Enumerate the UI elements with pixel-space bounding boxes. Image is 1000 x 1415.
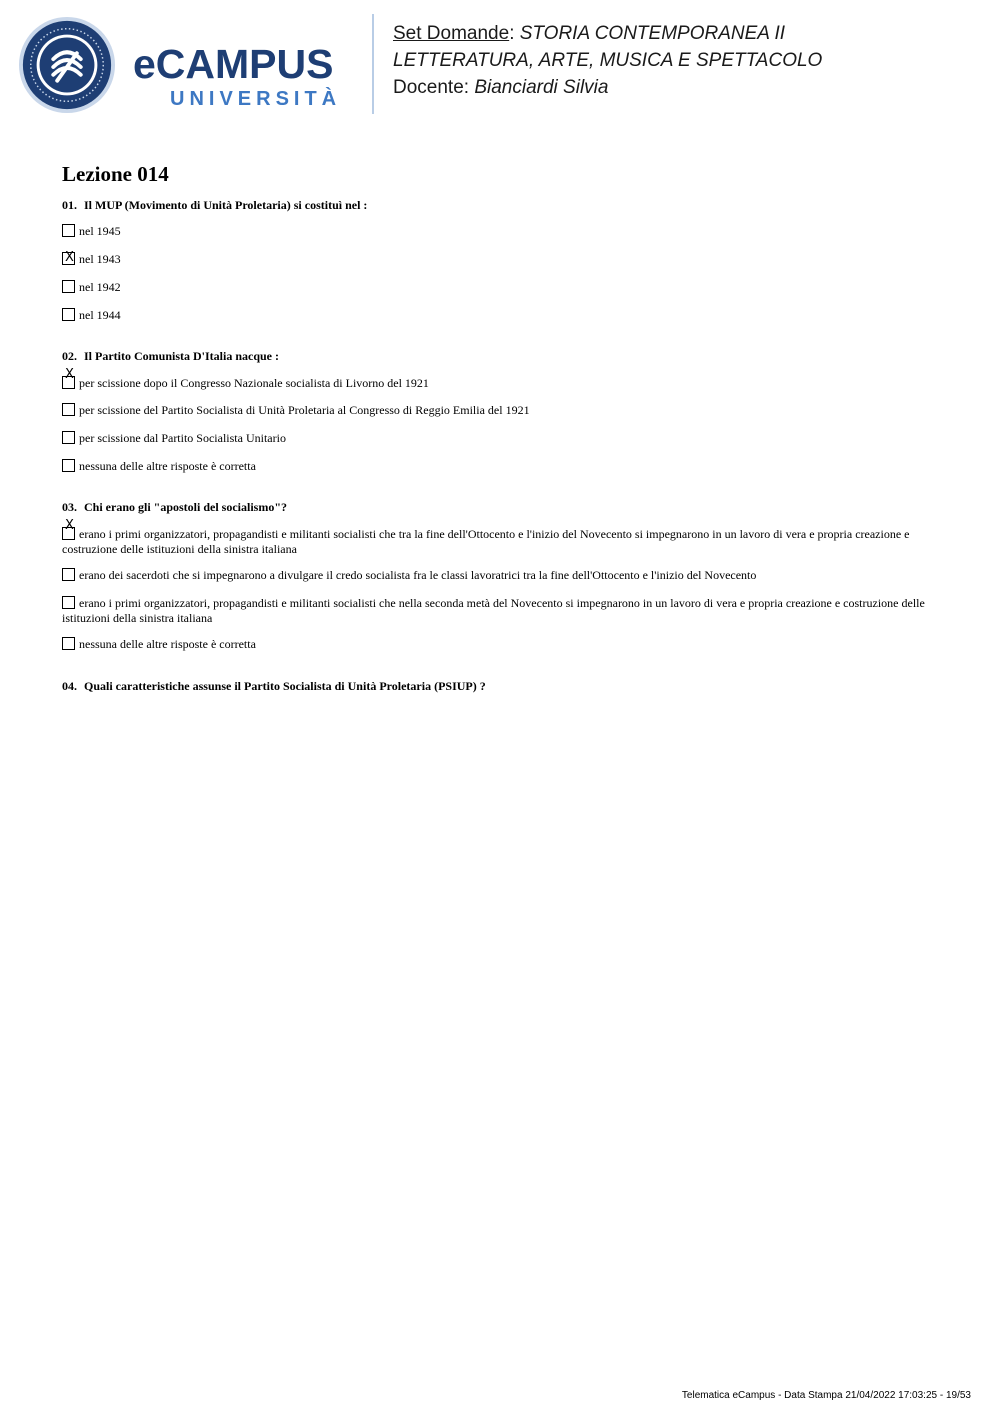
lesson-title: Lezione 014 (62, 162, 169, 186)
option-q1-c[interactable] (62, 280, 942, 295)
ecampus-wordmark (133, 42, 355, 112)
teacher-line: Docente: Bianciardi Silvia (393, 77, 609, 98)
header-info (393, 20, 983, 101)
question-01 (62, 198, 367, 213)
option-text: nel 1944 (79, 308, 121, 322)
question-number: 04. (62, 679, 77, 693)
question-text: Il MUP (Movimento di Unità Proletaria) si costituì nel : (84, 198, 368, 212)
option-q2-a[interactable] (62, 367, 942, 391)
option-text: nel 1942 (79, 280, 121, 294)
checkbox[interactable] (62, 224, 75, 237)
checkbox[interactable] (62, 596, 75, 609)
question-number: 02. (62, 349, 77, 363)
set-title-line2-row (393, 47, 983, 74)
question-number: 01. (62, 198, 77, 212)
option-text: nessuna delle altre risposte è corretta (79, 637, 256, 651)
question-text: Quali caratteristiche assunse il Partito Socialista di Unità Proletaria (PSIUP) ? (84, 679, 486, 693)
x-mark-icon: X (65, 367, 74, 382)
option-q3-a[interactable] (62, 518, 942, 557)
checkbox[interactable] (62, 568, 75, 581)
option-text: erano i primi organizzatori, propagandisti e militanti socialisti che tra la fine dell'Ottocento e l'inizio del Novecento si impegnarono in un lavoro di vera e propria creazione e costruzione delle istituzioni della sinistra italiana (62, 527, 910, 556)
checkbox[interactable] (62, 403, 75, 416)
checkbox-checked[interactable] (62, 518, 75, 540)
teacher-label: Docente (393, 77, 464, 98)
option-text: per scissione dal Partito Socialista Unitario (79, 431, 286, 445)
page-footer: Telematica eCampus - Data Stampa 21/04/2022 17:03:25 - 19/53 (681, 1390, 971, 1401)
option-q3-c[interactable] (62, 596, 942, 626)
set-title-line2: LETTERATURA, ARTE, MUSICA E SPETTACOLO (393, 50, 823, 71)
set-label: Set Domande (393, 23, 510, 44)
option-q3-d[interactable] (62, 637, 942, 652)
option-q2-d[interactable] (62, 459, 942, 474)
header-divider (372, 14, 374, 114)
question-text: Chi erano gli "apostoli del socialismo"? (84, 500, 287, 514)
logo-sub-text: UNIVERSITÀ (170, 88, 342, 110)
option-q1-b[interactable] (62, 252, 942, 267)
checkbox[interactable] (62, 459, 75, 472)
question-02 (62, 349, 279, 364)
set-title-line1: STORIA CONTEMPORANEA II (519, 23, 786, 44)
option-q3-b[interactable] (62, 568, 942, 583)
option-q1-d[interactable] (62, 308, 942, 323)
checkbox[interactable] (62, 308, 75, 321)
checkbox[interactable] (62, 637, 75, 650)
set-line: Set Domande: STORIA CONTEMPORANEA II (393, 23, 786, 44)
question-04 (62, 679, 486, 694)
option-text: erano i primi organizzatori, propagandisti e militanti socialisti che nella seconda metà del Novecento si impegnarono in un lavoro di vera e propria creazione e costruzione delle istituzioni della sinistra italiana (62, 596, 925, 625)
teacher-name: Bianciardi Silvia (474, 77, 609, 98)
option-q2-b[interactable] (62, 403, 942, 418)
option-text: per scissione del Partito Socialista di Unità Proletaria al Congresso di Reggio Emilia del 1921 (79, 403, 530, 417)
option-text: nessuna delle altre risposte è corretta (79, 459, 256, 473)
option-text: erano dei sacerdoti che si impegnarono a divulgare il credo socialista fra le classi lavoratrici tra la fine dell'Ottocento e l'inizio del Novecento (79, 568, 757, 582)
checkbox[interactable] (62, 280, 75, 293)
question-03 (62, 500, 287, 515)
logo-main-text: eCAMPUS (133, 41, 334, 87)
checkbox[interactable] (62, 431, 75, 444)
x-mark-icon: X (65, 518, 74, 533)
x-mark-icon: X (65, 250, 74, 265)
option-text: nel 1945 (79, 224, 121, 238)
question-number: 03. (62, 500, 77, 514)
option-q1-a[interactable] (62, 224, 942, 239)
option-text: per scissione dopo il Congresso Nazionale socialista di Livorno del 1921 (79, 376, 429, 390)
ecampus-seal-logo (18, 16, 116, 114)
checkbox-checked[interactable] (62, 367, 75, 389)
checkbox-checked[interactable] (62, 252, 75, 265)
question-text: Il Partito Comunista D'Italia nacque : (84, 349, 279, 363)
option-q2-c[interactable] (62, 431, 942, 446)
option-text: nel 1943 (79, 252, 121, 266)
